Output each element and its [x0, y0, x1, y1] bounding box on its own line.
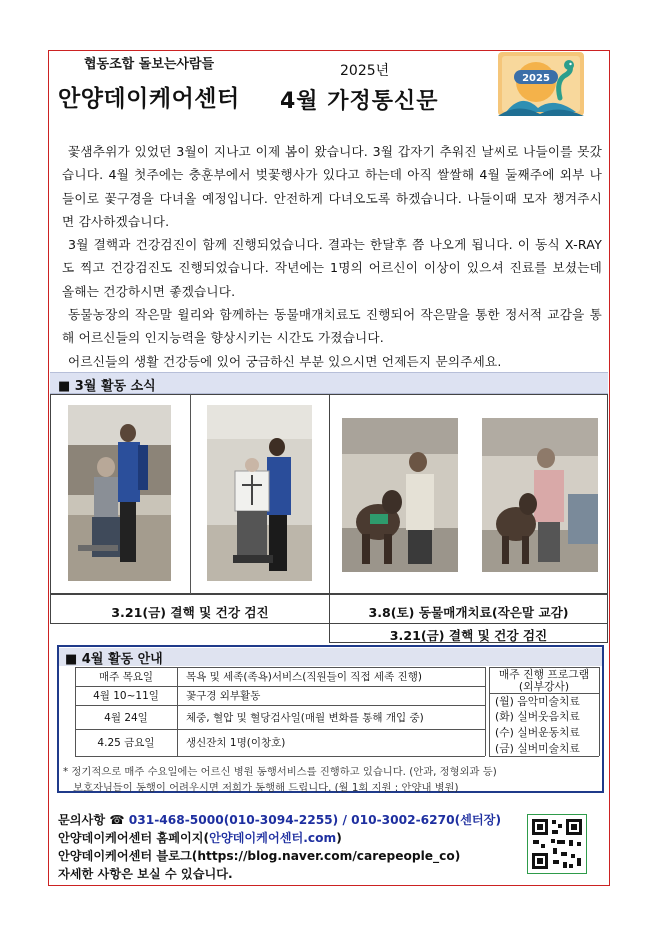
closing-text: 자세한 사항은 보실 수 있습니다.: [58, 867, 233, 881]
year: 2025년: [340, 63, 390, 79]
schedule-date: 4.25 금요일: [97, 737, 155, 749]
phone-label: 문의사항 ☎: [58, 813, 125, 827]
schedule-desc: 체중, 혈압 및 혈당검사일(매월 변화를 통해 개입 중): [186, 711, 424, 724]
homepage-link[interactable]: 안양데이케어센터.com: [209, 831, 337, 845]
coop-name: 협동조합 돌보는사람들: [84, 57, 215, 72]
note-line: 보호자님들이 동행이 어려우시면 저희가 동행해 드립니다. (월 1회 지원 : 안양내 병원): [73, 782, 459, 794]
intro-paragraph: 동물농장의 작은말 윌리와 함께하는 동물매개치료도 진행되어 작은말을 통한 정서적 교감을 통해 어르신들의 인지능력을 향상시키는 시간도 가졌습니다.: [62, 307, 602, 346]
program-subtitle: (외부강사): [518, 680, 570, 693]
blog-link[interactable]: 안양데이케어센터 블로그(https://blog.naver.com/carepeople_co): [58, 849, 461, 863]
hospital-escort-note: [63, 764, 603, 796]
homepage-close: ): [336, 831, 342, 845]
schedule-date: 4월 24일: [104, 711, 148, 724]
intro-paragraph: 꽃샘추위가 있었던 3월이 지나고 이제 봄이 왔습니다. 3월 갑자기 추워진 날씨로 나들이를 못갔습니다. 4월 첫주에는 충훈부에서 벚꽃행사가 있다고 하는데 아직 쌀쌀해 4월 둘째주에 외부 나들이로 꽃구경을 다녀올 예정입니다. 안전하게 다녀오도록 하겠습니다. 나들이때 모자 챙겨주시면 감사하겠습니다.: [62, 144, 602, 229]
photo-pony-therapy-1: [342, 418, 458, 572]
program-title: 매주 진행 프로그램: [498, 667, 590, 681]
center-name: 안양데이케어센터: [58, 86, 240, 112]
contact-info: [58, 811, 501, 883]
intro-paragraph: 어르신들의 생활 건강등에 있어 궁금하신 부분 있으시면 언제든지 문의주세요.: [68, 353, 502, 369]
qr-code-icon[interactable]: [527, 814, 587, 874]
intro-paragraph: 3월 결핵과 건강검진이 함께 진행되었습니다. 결과는 한달후 쯤 나오게 됩니다. 이 동식 X-RAY도 찍고 건강검진도 진행되었습니다. 작년에는 1명의 어르신이 이상이 있으셔 진료를 보셨는데 올해는 건강하시면 좋겠습니다.: [62, 237, 602, 299]
phone-number[interactable]: 031-468-5000(010-3094-2255) / 010-3002-6270(센터장): [128, 813, 502, 827]
march-section-heading: ■ 3월 활동 소식: [50, 372, 608, 394]
phone-line: [58, 811, 501, 829]
caption-health-check: 3.21(금) 결핵 및 건강 검진: [111, 605, 269, 620]
photo-health-check-2: [207, 405, 312, 581]
program-item: (월) 음악미술치료: [495, 695, 580, 708]
april-section-heading: ■ 4월 활동 안내: [59, 648, 602, 666]
logo-text: 2025: [522, 73, 550, 84]
intro-text: [62, 140, 602, 373]
caption-health-check-bottom: 3.21(금) 결핵 및 건강 검진: [389, 628, 548, 643]
schedule-desc: 꽃구경 외부활동: [186, 690, 261, 702]
photo-pony-therapy-2: [482, 418, 598, 572]
caption-pony-therapy: 3.8(토) 동물매개치료(작은말 교감): [368, 605, 569, 620]
program-item: (화) 실버웃음치료: [495, 710, 580, 723]
photo-health-check-1: [68, 405, 171, 581]
newsletter-title: 4월 가정통신문: [280, 89, 439, 114]
schedule-date: 매주 목요일: [98, 671, 154, 683]
schedule-desc: 생신잔치 1명(이창호): [186, 737, 286, 749]
note-line: * 정기적으로 매주 수요일에는 어르신 병원 동행서비스를 진행하고 있습니다. (안과, 정형외과 등): [63, 766, 497, 778]
new-year-logo: [498, 52, 584, 116]
program-item: (금) 실버미술치료: [495, 741, 580, 755]
schedule-date: 4월 10~11일: [93, 690, 159, 702]
homepage-label: 안양데이케어센터 홈페이지(: [58, 831, 210, 845]
program-item: (수) 실버운동치료: [495, 725, 580, 739]
homepage-line: [58, 829, 501, 847]
schedule-desc: 목욕 및 세족(족욕)서비스(직원들이 직접 세족 진행): [186, 671, 422, 683]
